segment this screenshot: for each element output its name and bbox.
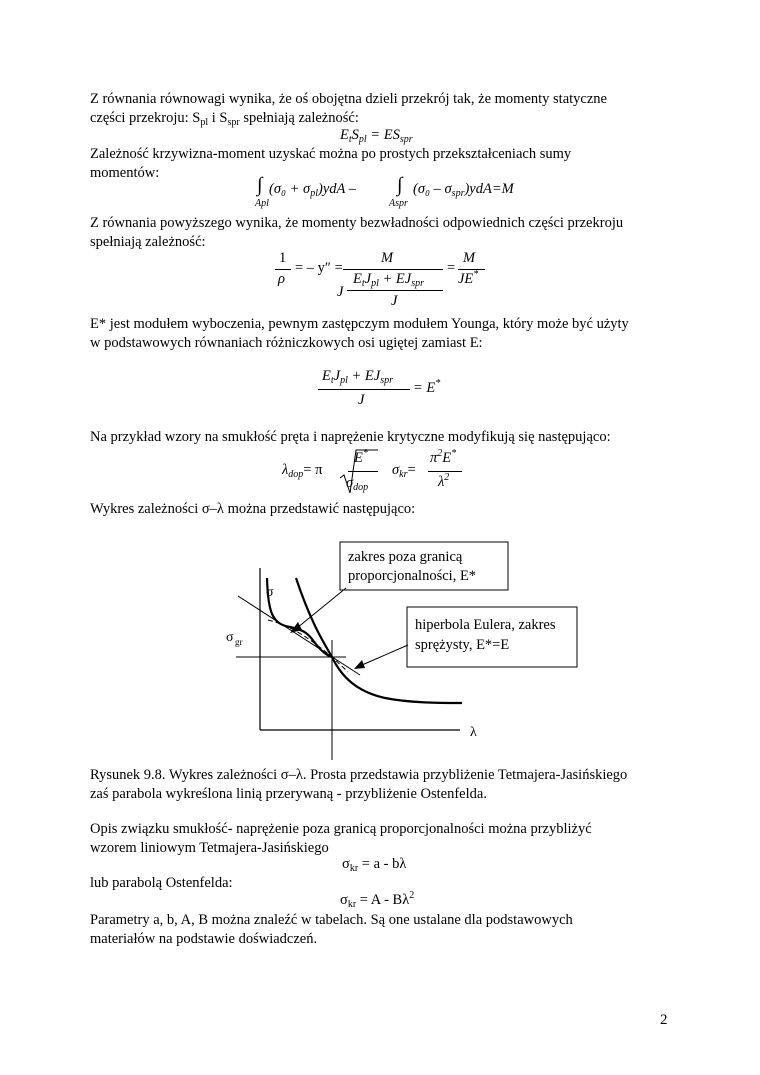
eq-sub: spr xyxy=(411,278,424,289)
integral-sign: ∫ xyxy=(397,174,403,196)
eq-numerator: M xyxy=(381,250,394,266)
eq-sup: 2 xyxy=(409,890,415,901)
eq-symbol: λ xyxy=(438,474,445,490)
text-line: w podstawowych równaniach różniczkowych osi ugiętej zamiast E: xyxy=(90,335,483,351)
eq-part: (σ₀ + σ xyxy=(269,181,311,197)
eq-part: )ydA=M xyxy=(464,181,514,197)
x-axis-label: λ xyxy=(470,725,477,740)
eq-symbol: E xyxy=(354,450,363,466)
eq-sub: spr xyxy=(399,134,413,145)
text-line: spełniają zależność: xyxy=(239,110,359,126)
subscript: pl xyxy=(200,117,209,128)
text-line: Opis związku smukłość- naprężenie poza granicą proporcjonalności można przybliżyć xyxy=(90,821,592,837)
eq-sup: * xyxy=(451,448,457,459)
page-number: 2 xyxy=(660,1012,668,1028)
eq-symbol: = π xyxy=(303,462,323,478)
eq-symbol: σ xyxy=(346,475,354,491)
eq-sup: * xyxy=(362,448,368,459)
sigma-gr-label: σ xyxy=(226,630,234,645)
eq-symbol: E xyxy=(322,368,331,384)
eq-sub: dop xyxy=(353,482,369,493)
eq-symbol: σ xyxy=(392,462,400,478)
eq-numerator: 1 xyxy=(279,250,287,266)
eq-symbol: J xyxy=(337,284,344,300)
arrow-line xyxy=(297,588,346,628)
integral-limit: Apl xyxy=(255,198,269,209)
eq-sup: * xyxy=(473,269,479,280)
arrow-head xyxy=(354,660,365,669)
paragraph-tetmajer xyxy=(90,820,670,858)
eq-sub: kr xyxy=(349,863,359,874)
eq-sub: t xyxy=(361,278,365,289)
eq-sup: * xyxy=(435,378,441,389)
eq-denominator: ρ xyxy=(278,271,285,287)
eq-sub: spr xyxy=(451,188,465,199)
text-line: Parametry a, b, A, B można znaleźć w tabelach. Są one ustalane dla podstawowych xyxy=(90,912,573,928)
eq-symbol: = ES xyxy=(366,127,400,143)
eq-symbol: = a - bλ xyxy=(358,856,407,872)
eq-symbol: + EJ xyxy=(378,271,412,287)
text-line: Wykres zależności σ–λ można przedstawić następująco: xyxy=(90,501,416,517)
eq-symbol: E xyxy=(442,450,452,466)
sigma-gr-subscript: gr xyxy=(235,637,243,647)
text-line: materiałów na podstawie doświadczeń. xyxy=(90,931,318,947)
eq-sub: pl xyxy=(358,134,367,145)
callout-label: zakres poza granicą xyxy=(348,549,463,565)
eq-sub: pl xyxy=(371,278,379,289)
eq-symbol: = A - Bλ xyxy=(356,892,410,908)
text-line: Z równania równowagi wynika, że oś obojętna dzieli przekrój tak, że momenty statyczne xyxy=(90,91,607,107)
eq-symbol: E xyxy=(353,271,362,287)
eq-symbol: = E xyxy=(413,380,436,396)
eq-symbol: S xyxy=(351,127,359,143)
integral-sign: ∫ xyxy=(257,174,263,196)
eq-symbol: λ xyxy=(282,462,289,478)
eq-sup: 2 xyxy=(444,472,450,483)
eq-sub: spr xyxy=(380,375,393,386)
eq-symbol: + EJ xyxy=(347,368,381,384)
eq-sup: 2 xyxy=(437,448,443,459)
eq-denominator: J xyxy=(391,293,398,309)
text-line: E* jest modułem wyboczenia, pewnym zastępczym modułem Younga, który może być użyty xyxy=(90,316,629,332)
text-line: Zależność krzywizna-moment uzyskać można po prostych przekształceniach sumy xyxy=(90,146,572,162)
eq-symbol: JE xyxy=(458,271,474,287)
eq-symbol: σ xyxy=(340,892,348,908)
eq-sub: pl xyxy=(310,188,318,199)
eq-symbol: π xyxy=(430,450,438,466)
tetmajer-line xyxy=(238,596,360,675)
paragraph-ostenfeld xyxy=(90,874,670,893)
text-line: momentów: xyxy=(90,165,160,181)
eq-part: (σ₀ – σ xyxy=(413,181,452,197)
eq-numerator: M xyxy=(463,250,476,266)
eq-sub: pl xyxy=(340,375,348,386)
eq-part: = – y″ = xyxy=(295,260,343,276)
callout-label: proporcjonalności, E* xyxy=(348,568,477,584)
eq-sub: kr xyxy=(399,469,408,480)
paragraph-parameters xyxy=(90,911,670,949)
text-line: lub parabolą Ostenfelda: xyxy=(90,875,233,891)
equation-tetmajer xyxy=(342,856,406,873)
eq-part: = xyxy=(447,260,456,276)
text-line: Na przykład wzory na smukłość pręta i naprężenie krytyczne modyfikują się następująco: xyxy=(90,429,611,445)
eq-sub: dop xyxy=(288,469,304,480)
eq-symbol: J xyxy=(364,271,372,287)
eq-sub: kr xyxy=(347,899,357,910)
arrow-line xyxy=(362,645,408,665)
eq-symbol: σ xyxy=(342,856,350,872)
eq-denominator: J xyxy=(358,392,365,408)
callout-label: sprężysty, E*=E xyxy=(415,637,510,653)
text-line: Z równania powyższego wynika, że momenty bezwładności odpowiednich części przekroju xyxy=(90,215,624,231)
y-axis-label: σ xyxy=(266,585,274,600)
eq-symbol: J xyxy=(333,368,341,384)
integral-limit: Aspr xyxy=(389,198,408,209)
text-line: Rysunek 9.8. Wykres zależności σ–λ. Prosta przedstawia przybliżenie Tetmajera-Jasińskiego xyxy=(90,767,628,783)
text-line: zaś parabola wykreślona linią przerywaną - przybliżenie Ostenfelda. xyxy=(90,786,487,802)
callout-label: hiperbola Eulera, zakres xyxy=(415,617,556,633)
text-line: i S xyxy=(208,110,228,126)
equation-ostenfeld xyxy=(340,892,414,909)
text-line: części przekroju: S xyxy=(90,110,201,126)
eq-symbol: = xyxy=(407,462,416,478)
text-line: wzorem liniowym Tetmajera-Jasińskiego xyxy=(90,840,329,856)
eq-symbol: E xyxy=(340,127,349,143)
eq-sub: t xyxy=(348,134,352,145)
figure-caption xyxy=(90,766,670,804)
subscript: spr xyxy=(227,117,240,128)
eq-part: )ydA – xyxy=(318,181,356,197)
text-line: spełniają zależność: xyxy=(90,234,206,250)
eq-sub: t xyxy=(330,375,334,386)
